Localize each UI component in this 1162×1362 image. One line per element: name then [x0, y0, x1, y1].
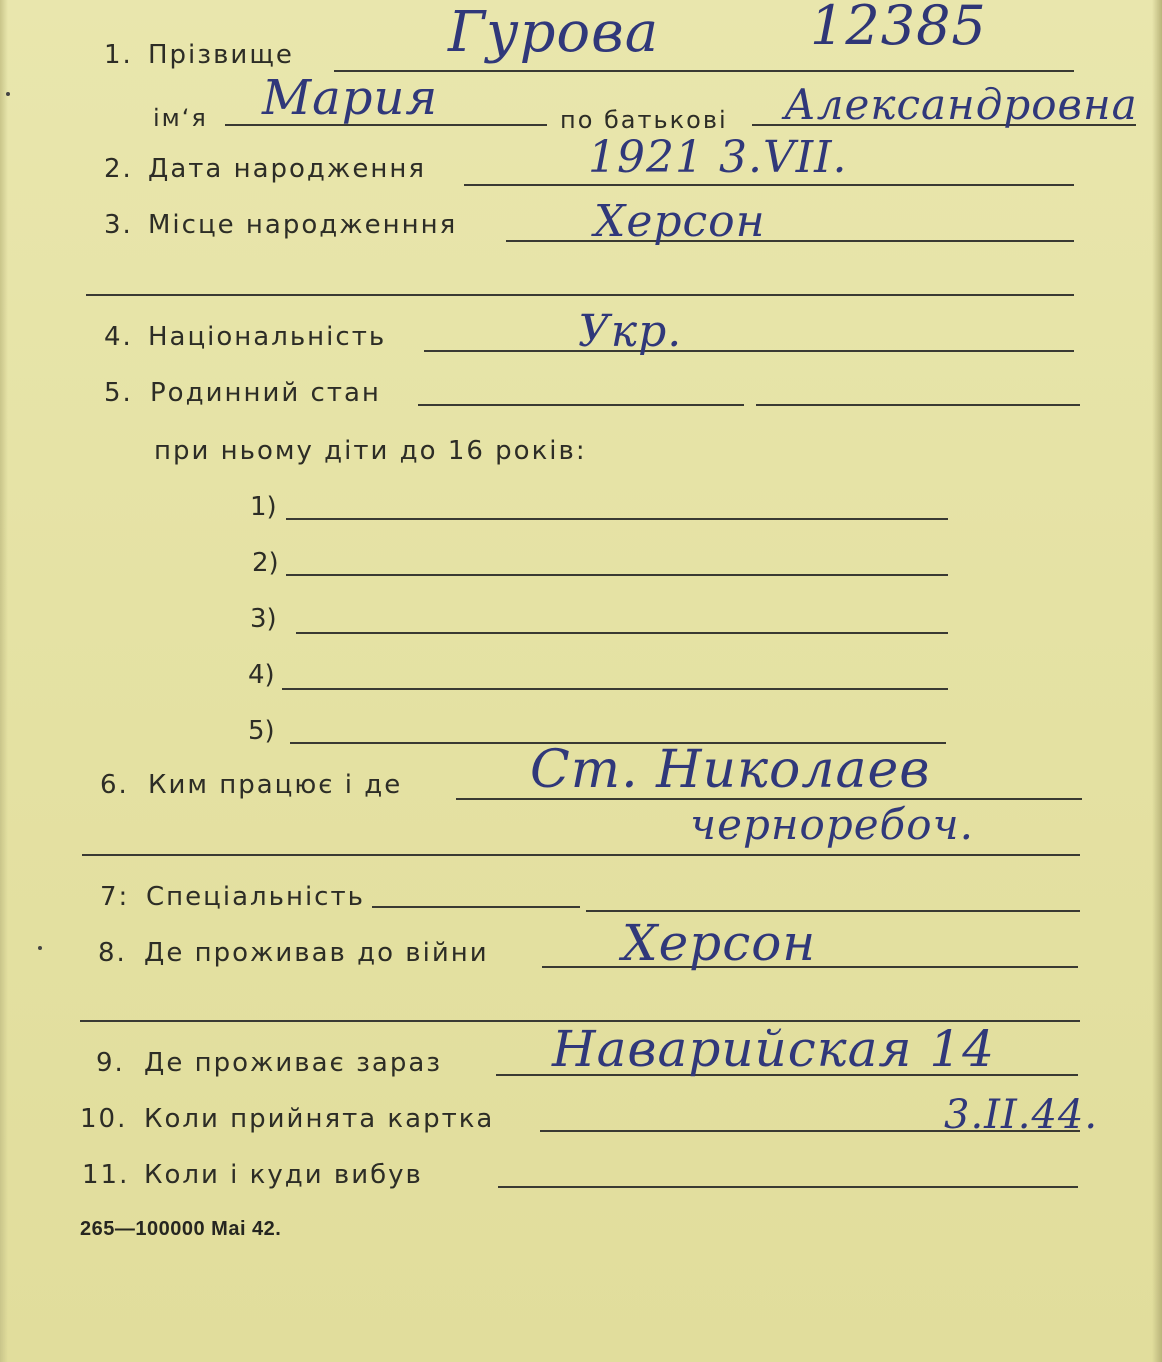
field-5-number: 5. — [104, 378, 133, 408]
field-birthplace-label: Місце народженння — [148, 210, 458, 240]
field-3-number: 3. — [104, 210, 133, 240]
serial-number: 12385 — [810, 0, 987, 57]
field-patronymic-value: Александровна — [784, 80, 1138, 129]
field-11-number: 11. — [82, 1160, 130, 1190]
field-2-number: 2. — [104, 154, 133, 184]
print-info: 265—100000 Mai 42. — [80, 1218, 282, 1240]
field-10-number: 10. — [80, 1104, 128, 1134]
field-departed-line — [498, 1186, 1078, 1188]
paper-speck — [6, 92, 10, 96]
field-4-number: 4. — [104, 322, 133, 352]
field-name-label: ім‘я — [153, 104, 208, 132]
field-birthdate-value: 1921 3.VII. — [588, 132, 848, 183]
field-departed-label: Коли і куди вибув — [144, 1160, 423, 1190]
field-nationality-line — [424, 350, 1074, 352]
field-birthdate-line — [464, 184, 1074, 186]
child-2-number: 2) — [252, 548, 279, 578]
field-surname-value: Гурова — [448, 0, 660, 65]
field-current-value: Наварийская 14 — [552, 1020, 996, 1078]
field-family-line-2 — [756, 404, 1080, 406]
field-work-label: Ким працює і де — [148, 770, 403, 800]
field-prewar-label: Де проживав до війни — [144, 938, 489, 968]
field-prewar-value: Херсон — [622, 914, 817, 972]
field-name-value: Мария — [262, 70, 439, 126]
card-edge-shadow — [1152, 0, 1162, 1362]
field-nationality-value: Укр. — [578, 306, 683, 357]
field-family-label: Родинний стан — [150, 378, 381, 408]
field-patronymic-label: по батькові — [560, 106, 728, 134]
children-heading: при ньому діти до 16 років: — [154, 436, 587, 466]
field-birthplace-line-2 — [86, 294, 1074, 296]
child-4-line — [282, 688, 948, 690]
card-edge-shadow — [0, 0, 8, 1362]
field-surname-line — [334, 70, 1074, 72]
field-birthplace-value: Херсон — [594, 196, 766, 247]
field-work-value: Ст. Николаев — [530, 740, 931, 800]
field-specialty-line-2 — [586, 910, 1080, 912]
field-family-line — [418, 404, 744, 406]
field-birthplace-line — [506, 240, 1074, 242]
field-specialty-line — [372, 906, 580, 908]
field-surname-label: Прізвище — [148, 40, 294, 70]
field-work-line-2 — [82, 854, 1080, 856]
child-1-number: 1) — [250, 492, 277, 522]
field-6-number: 6. — [100, 770, 129, 800]
child-3-number: 3) — [250, 604, 277, 634]
field-accepted-value: 3.II.44. — [944, 1092, 1099, 1138]
child-2-line — [286, 574, 948, 576]
child-5-number: 5) — [248, 716, 275, 746]
paper-speck — [38, 946, 42, 950]
field-specialty-label: Спеціальність — [146, 882, 365, 912]
field-accepted-label: Коли прийнята картка — [144, 1104, 495, 1134]
field-1-number: 1. — [104, 40, 133, 70]
child-4-number: 4) — [248, 660, 275, 690]
field-7-number: 7: — [100, 882, 130, 912]
field-current-label: Де проживає зараз — [144, 1048, 443, 1078]
field-9-number: 9. — [96, 1048, 125, 1078]
child-1-line — [286, 518, 948, 520]
child-3-line — [296, 632, 948, 634]
field-birthdate-label: Дата народження — [148, 154, 426, 184]
field-8-number: 8. — [98, 938, 127, 968]
field-work-value-2: черноребоч. — [690, 800, 974, 849]
field-nationality-label: Національність — [148, 322, 387, 352]
